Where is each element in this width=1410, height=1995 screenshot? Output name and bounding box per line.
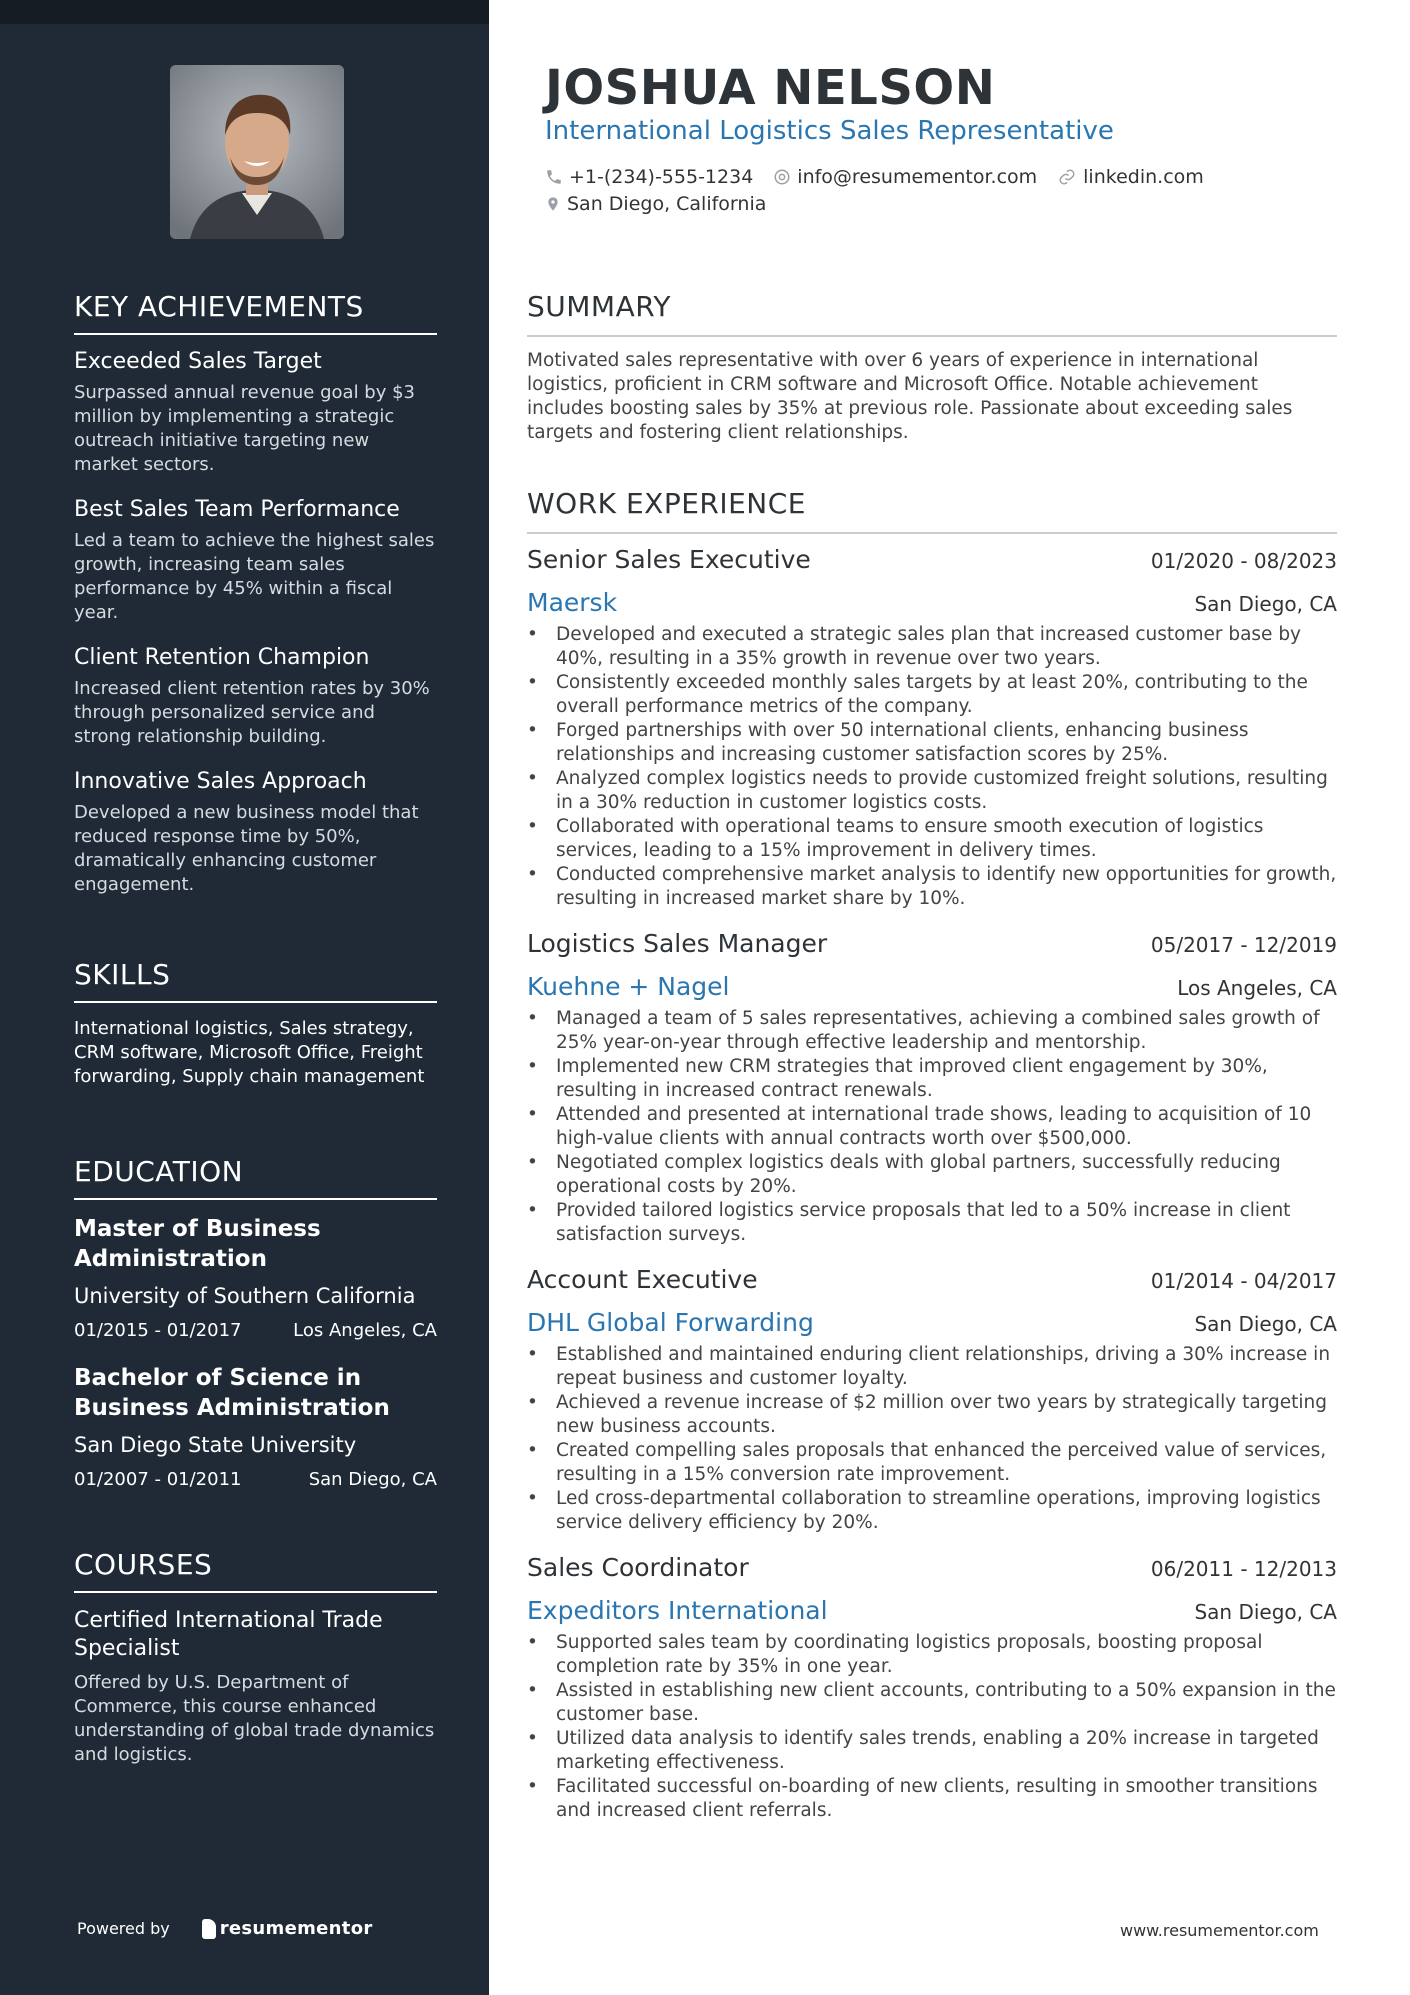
education-degree: Bachelor of Science in Business Administration — [74, 1365, 390, 1421]
education-heading: EDUCATION — [74, 1155, 437, 1200]
powered-by-label: Powered by — [77, 1919, 170, 1938]
summary-heading: SUMMARY — [527, 290, 1337, 337]
achievement-desc: Surpassed annual revenue goal by $3 million by implementing a strategic outreach initiative targeting new market sectors. — [74, 382, 415, 475]
job-dates: 01/2020 - 08/2023 — [1150, 549, 1337, 573]
job-entry — [527, 545, 1337, 911]
courses-section — [74, 1548, 437, 1767]
job-bullet: • Forged partnerships with over 50 international clients, enhancing business relationships and increasing customer satisfaction scores by 25%. — [527, 719, 1337, 767]
education-school: San Diego State University — [74, 1433, 357, 1457]
job-location: Los Angeles, CA — [1177, 976, 1337, 1000]
powered-by — [77, 1918, 373, 1939]
education-degree: Master of Business Administration — [74, 1216, 321, 1272]
phone-icon — [545, 168, 563, 186]
course-desc: Offered by U.S. Department of Commerce, this course enhanced understanding of global trade dynamics and logistics. — [74, 1672, 435, 1765]
job-bullet: • Created compelling sales proposals that enhanced the perceived value of services, resulting in a 15% conversion rate improvement. — [527, 1439, 1337, 1487]
job-company: Kuehne + Nagel — [527, 972, 730, 1001]
job-bullets — [527, 1343, 1337, 1535]
job-title: Senior Sales Executive — [527, 545, 811, 574]
education-school: University of Southern California — [74, 1284, 416, 1308]
job-bullet: • Collaborated with operational teams to ensure smooth execution of logistics services, leading to a 15% improvement in delivery times. — [527, 815, 1337, 863]
job-bullet: • Analyzed complex logistics needs to provide customized freight solutions, resulting in a 30% reduction in customer logistics costs. — [527, 767, 1337, 815]
job-company: DHL Global Forwarding — [527, 1308, 814, 1337]
email-text: info@resumementor.com — [797, 165, 1038, 188]
achievement-item — [74, 769, 437, 897]
job-bullet: • Developed and executed a strategic sales plan that increased customer base by 40%, resulting in a 35% growth in revenue over two years. — [527, 623, 1337, 671]
location-pin-icon — [545, 194, 561, 214]
job-bullet: • Supported sales team by coordinating logistics proposals, boosting proposal completion rate by 35% in one year. — [527, 1631, 1337, 1679]
achievement-desc: Developed a new business model that reduced response time by 50%, dramatically enhancing customer engagement. — [74, 802, 419, 895]
education-item — [74, 1214, 437, 1341]
profile-photo — [170, 65, 344, 239]
job-bullet: • Consistently exceeded monthly sales targets by at least 20%, contributing to the overall performance metrics of the company. — [527, 671, 1337, 719]
job-bullet: • Assisted in establishing new client accounts, contributing to a 50% expansion in the customer base. — [527, 1679, 1337, 1727]
education-section — [74, 1155, 437, 1512]
achievement-item — [74, 497, 437, 625]
education-location: San Diego, CA — [308, 1469, 437, 1490]
course-title: Certified International Trade Specialist — [74, 1608, 383, 1661]
summary-section — [527, 290, 1337, 445]
job-title: Account Executive — [527, 1265, 758, 1294]
job-location: San Diego, CA — [1194, 1600, 1337, 1624]
email-contact[interactable] — [773, 166, 1037, 188]
key-achievements-heading: KEY ACHIEVEMENTS — [74, 290, 437, 335]
job-bullets — [527, 623, 1337, 911]
education-dates: 01/2007 - 01/2011 — [74, 1469, 242, 1490]
job-bullet: • Attended and presented at international trade shows, leading to acquisition of 10 high-value clients with annual contracts worth over $500,000. — [527, 1103, 1337, 1151]
link-icon — [1057, 168, 1077, 186]
phone-text: +1-(234)-555-1234 — [569, 165, 754, 188]
education-dates: 01/2015 - 01/2017 — [74, 1320, 242, 1341]
job-dates: 05/2017 - 12/2019 — [1150, 933, 1337, 957]
key-achievements-section — [74, 290, 437, 917]
phone-contact[interactable] — [545, 166, 753, 188]
job-title: Logistics Sales Manager — [527, 929, 828, 958]
job-bullets — [527, 1007, 1337, 1247]
sidebar — [0, 0, 489, 1995]
achievement-desc: Increased client retention rates by 30% through personalized service and strong relationship building. — [74, 678, 430, 747]
job-dates: 06/2011 - 12/2013 — [1150, 1557, 1337, 1581]
job-entry — [527, 1265, 1337, 1535]
job-company: Expeditors International — [527, 1596, 828, 1625]
candidate-name: JOSHUA NELSON — [545, 60, 996, 116]
sidebar-top-bar — [0, 0, 489, 24]
job-dates: 01/2014 - 04/2017 — [1150, 1269, 1337, 1293]
footer-website-link[interactable]: www.resumementor.com — [1120, 1921, 1319, 1940]
job-title: Sales Coordinator — [527, 1553, 749, 1582]
achievement-title: Client Retention Champion — [74, 645, 370, 670]
achievement-item — [74, 645, 437, 749]
job-location: San Diego, CA — [1194, 1312, 1337, 1336]
achievement-title: Innovative Sales Approach — [74, 769, 367, 794]
location-text: San Diego, California — [567, 192, 767, 215]
brand-name: resumementor — [219, 1918, 373, 1939]
job-bullet: • Led cross-departmental collaboration to streamline operations, improving logistics service delivery efficiency by 20%. — [527, 1487, 1337, 1535]
work-experience-section — [527, 487, 1337, 534]
job-entry — [527, 1553, 1337, 1823]
job-bullets — [527, 1631, 1337, 1823]
work-experience-heading: WORK EXPERIENCE — [527, 487, 1337, 534]
candidate-role: International Logistics Sales Representative — [545, 116, 1114, 146]
job-bullet: • Established and maintained enduring client relationships, driving a 30% increase in repeat business and customer loyalty. — [527, 1343, 1337, 1391]
email-icon — [773, 168, 791, 186]
achievement-title: Exceeded Sales Target — [74, 349, 322, 374]
achievement-desc: Led a team to achieve the highest sales growth, increasing team sales performance by 45% within a fiscal year. — [74, 530, 435, 623]
contact-info — [545, 163, 1224, 217]
job-bullet: • Facilitated successful on-boarding of new clients, resulting in smoother transitions and increased client referrals. — [527, 1775, 1337, 1823]
linkedin-contact[interactable] — [1057, 166, 1204, 188]
job-bullet: • Implemented new CRM strategies that improved client engagement by 30%, resulting in increased contract renewals. — [527, 1055, 1337, 1103]
job-bullet: • Utilized data analysis to identify sales trends, enabling a 20% increase in targeted marketing effectiveness. — [527, 1727, 1337, 1775]
job-bullet: • Achieved a revenue increase of $2 million over two years by strategically targeting new business accounts. — [527, 1391, 1337, 1439]
linkedin-text: linkedin.com — [1083, 165, 1204, 188]
job-bullet: • Provided tailored logistics service proposals that led to a 50% increase in client satisfaction surveys. — [527, 1199, 1337, 1247]
job-location: San Diego, CA — [1194, 592, 1337, 616]
skills-heading: SKILLS — [74, 958, 437, 1003]
job-bullet: • Negotiated complex logistics deals with global partners, successfully reducing operational costs by 20%. — [527, 1151, 1337, 1199]
job-bullet: • Managed a team of 5 sales representatives, achieving a combined sales growth of 25% year-on-year through effective leadership and mentorship. — [527, 1007, 1337, 1055]
education-item — [74, 1363, 437, 1490]
courses-heading: COURSES — [74, 1548, 437, 1593]
brand-mark-icon — [202, 1919, 216, 1939]
achievement-title: Best Sales Team Performance — [74, 497, 400, 522]
job-entry — [527, 929, 1337, 1247]
skills-section — [74, 958, 437, 1089]
brand-logo[interactable] — [202, 1918, 373, 1939]
skills-list: International logistics, Sales strategy, CRM software, Microsoft Office, Freight forwarding, Supply chain management — [74, 1018, 425, 1087]
summary-text: Motivated sales representative with over 6 years of experience in international logistics, proficient in CRM software and Microsoft Office. Notable achievement includes boosting sales by 35% at previous role. Passionate about exceeding sales targets and fostering client relationships. — [527, 350, 1293, 443]
achievement-item — [74, 349, 437, 477]
education-location: Los Angeles, CA — [293, 1320, 437, 1341]
job-bullet: • Conducted comprehensive market analysis to identify new opportunities for growth, resulting in increased market share by 10%. — [527, 863, 1337, 911]
location-contact — [545, 193, 766, 215]
job-company: Maersk — [527, 588, 618, 617]
